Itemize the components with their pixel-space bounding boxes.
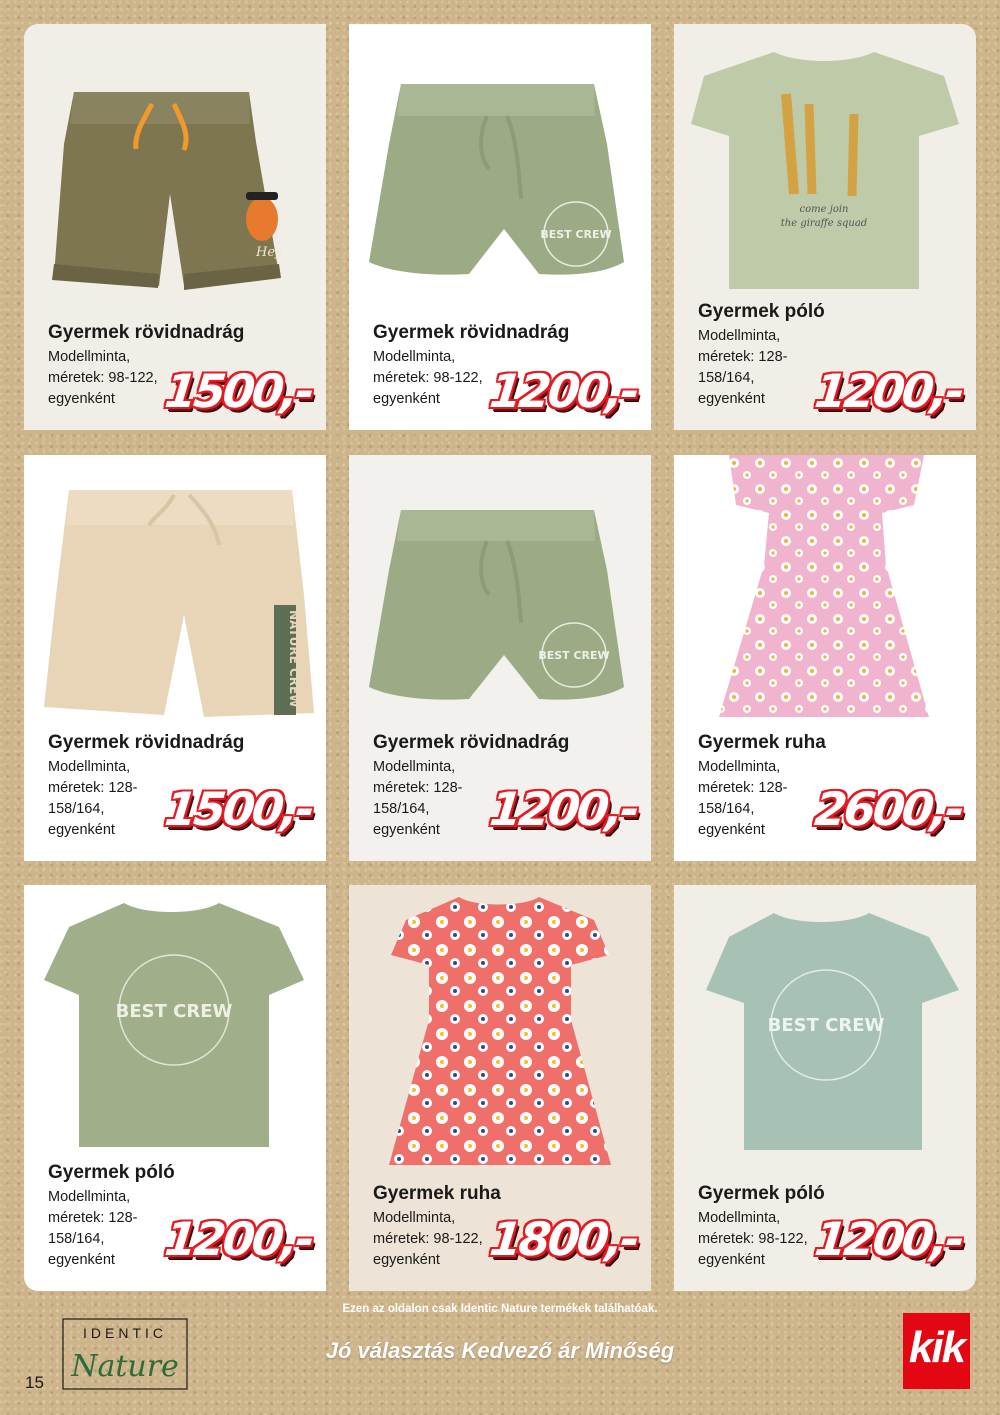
product-title: Gyermek rövidnadrág <box>48 322 245 343</box>
best-crew-print: BEST CREW <box>767 1015 885 1036</box>
giraffe-tshirt-image <box>674 24 976 324</box>
identic-nature-logo <box>62 1318 188 1390</box>
product-description: Modellminta, méretek: 128- 158/164, egyenként <box>698 759 788 838</box>
product-card-7[interactable] <box>24 885 326 1291</box>
hey-print: Hey <box>256 245 283 260</box>
best-crew-print: BEST CREW <box>538 649 610 662</box>
price-tag: 1200,- <box>162 1212 315 1266</box>
nature-text: Nature <box>71 1349 179 1384</box>
product-description: Modellminta, méretek: 98-122, egyenként <box>698 1210 808 1268</box>
product-description: Modellminta, méretek: 128- 158/164, egyenként <box>698 328 788 407</box>
product-title: Gyermek ruha <box>698 732 826 753</box>
product-card-4[interactable] <box>24 455 326 861</box>
product-card-8[interactable] <box>349 885 651 1291</box>
beige-shorts-image <box>24 455 326 755</box>
product-description: Modellminta, méretek: 98-122, egyenként <box>373 1210 483 1268</box>
giraffe-patch <box>246 192 278 241</box>
green-shorts-image <box>349 24 651 324</box>
price-tag: 1200,- <box>812 1212 965 1266</box>
product-card-1[interactable] <box>24 24 326 430</box>
product-description: Modellminta, méretek: 128- 158/164, egyenként <box>48 1189 138 1268</box>
best-crew-print: BEST CREW <box>115 1001 233 1022</box>
mint-tshirt-image <box>674 885 976 1185</box>
giraffe-squad-print: the giraffe squad <box>780 218 868 229</box>
product-title: Gyermek ruha <box>373 1183 501 1204</box>
price-tag: 1200,- <box>812 364 965 418</box>
nature-crew-print: NATURE CREW <box>287 610 301 708</box>
page-number: 15 <box>25 1373 44 1392</box>
product-title: Gyermek rövidnadrág <box>373 322 570 343</box>
green-tshirt-image <box>24 885 326 1185</box>
product-description: Modellminta, méretek: 128- 158/164, egyenként <box>373 759 463 838</box>
footer-note: Ezen az oldalon csak Identic Nature termékek találhatóak. <box>342 1303 658 1315</box>
product-card-3[interactable] <box>674 24 976 430</box>
product-card-2[interactable] <box>349 24 651 430</box>
product-title: Gyermek póló <box>698 301 825 322</box>
slogan: Jó választás Kedvező ár Minőség <box>325 1338 675 1363</box>
product-title: Gyermek póló <box>48 1162 175 1183</box>
coral-dress-image <box>349 885 651 1185</box>
price-tag: 1200,- <box>487 364 640 418</box>
green-shorts-image <box>349 455 651 755</box>
khaki-shorts-image <box>24 24 326 324</box>
product-card-5[interactable] <box>349 455 651 861</box>
price-tag: 1800,- <box>487 1212 640 1266</box>
pink-dress-image <box>674 455 976 755</box>
product-card-9[interactable] <box>674 885 976 1291</box>
kik-logo: kik <box>903 1313 970 1389</box>
product-card-6[interactable] <box>674 455 976 861</box>
product-title: Gyermek rövidnadrág <box>48 732 245 753</box>
price-tag: 1500,- <box>162 364 315 418</box>
price-tag: 1500,- <box>162 782 315 836</box>
come-join-print: come join <box>799 204 849 215</box>
product-title: Gyermek rövidnadrág <box>373 732 570 753</box>
product-description: Modellminta, méretek: 128- 158/164, egyenként <box>48 759 138 838</box>
best-crew-print: BEST CREW <box>540 228 612 241</box>
identic-text: IDENTIC <box>83 1325 167 1341</box>
price-tag: 1200,- <box>487 782 640 836</box>
product-description: Modellminta, méretek: 98-122, egyenként <box>373 349 483 407</box>
product-description: Modellminta, méretek: 98-122, egyenként <box>48 349 158 407</box>
price-tag: 2600,- <box>812 782 965 836</box>
product-title: Gyermek póló <box>698 1183 825 1204</box>
